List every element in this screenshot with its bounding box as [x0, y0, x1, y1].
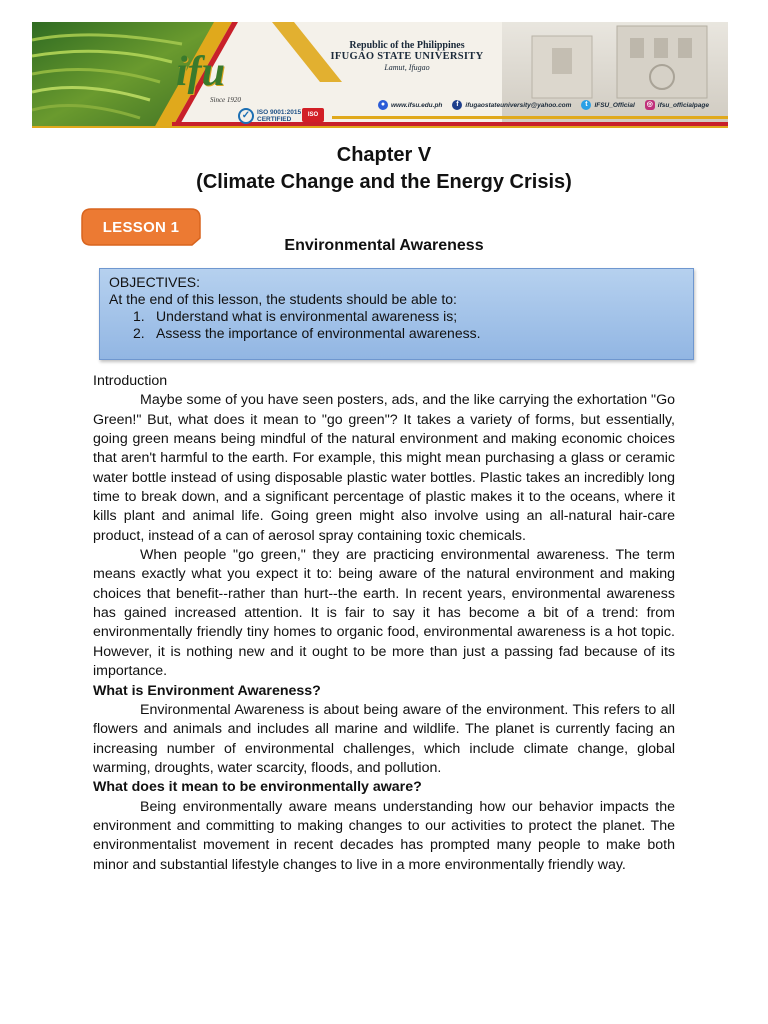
anniversary-logo: ifu — [176, 49, 226, 95]
check-icon: ✓ — [238, 108, 254, 124]
republic-label: Republic of the Philippines — [349, 40, 465, 51]
paragraph: Environmental Awareness is about being aware of the environment. This refers to all flowers and animals and includes all marine and wildlife. The planet is currently facing an increasing number of environmental challenges, which include climate change, global warming, droughts, water scarcity, floods, and pollution. — [93, 701, 675, 776]
instagram-icon: ◎ — [646, 101, 653, 108]
twitter-icon: t — [581, 100, 591, 110]
paragraph: Being environmentally aware means understanding how our behavior impacts the environment and committing to making changes to our activities to protect the planet. The environmentalist movement in recent decades has prompted many people to make both minor and substantial lifestyle changes to live in a more environmentally friendly way. — [93, 798, 675, 873]
chapter-number: Chapter V — [336, 144, 432, 166]
contact-twitter[interactable]: t IFSU_Official — [581, 100, 634, 110]
contact-instagram[interactable]: ◎ ifsu_officialpage — [646, 101, 709, 109]
chapter-title: (Climate Change and the Energy Crisis) — [196, 171, 572, 193]
objectives-list — [109, 308, 481, 342]
objectives-box — [99, 268, 694, 360]
iso-standard: ISO 9001:2015 — [257, 109, 302, 116]
university-block — [314, 40, 500, 73]
objectives-heading: OBJECTIVES: — [109, 274, 201, 290]
lesson-title: Environmental Awareness — [284, 237, 484, 254]
university-name: IFUGAO STATE UNIVERSITY — [330, 51, 484, 62]
introduction-label: Introduction — [93, 373, 168, 389]
section-heading: What is Environment Awareness? — [93, 682, 321, 699]
lesson-body — [93, 372, 675, 875]
facebook-icon: f — [452, 100, 462, 110]
banner-artwork — [32, 22, 728, 128]
objectives-intro: At the end of this lesson, the students should be able to: — [109, 291, 457, 307]
contact-facebook[interactable]: f ifugaostateuniversity@yahoo.com — [452, 100, 571, 110]
lesson-label: LESSON 1 — [102, 218, 180, 236]
objective-item: 2. Assess the importance of environmental awareness. — [133, 325, 481, 341]
contact-row — [378, 100, 709, 110]
since-label: Since 1920 — [210, 96, 241, 104]
iso-certified: CERTIFIED — [257, 116, 292, 123]
paragraph: Maybe some of you have seen posters, ads, and the like carrying the exhortation "Go Green!" But, what does it mean to "go green"? It takes a variety of forms, but essentially, going green means being mindful of the natural environment and making economic choices that aren't harmful to the earth. For example, this might mean purchasing a glass or ceramic water bottle instead of using disposable plastic water bottles. Plastic takes an incredibly long time to break down, and a significant percentage of plastic makes it to the oceans, where it kills plant and animal life. Going green might also involve using an all-natural hair-care product, instead of a can of aerosol spray containing toxic chemicals. — [93, 392, 676, 544]
objective-item: 1. Understand what is environmental awareness is; — [133, 308, 458, 324]
iso-logo: ISO — [302, 108, 324, 122]
section-heading: What does it mean to be environmentally aware? — [93, 779, 422, 796]
paragraph: When people "go green," they are practicing environmental awareness. The term means exactly what you expect it to: being aware of the natural environment and making choices that benefit--rather than hurt--the earth. In recent years, environmental awareness has gained increased attention. It is fair to say it has become a bit of a trend: from environmentally friendly tiny homes to organic food, environmental awareness is a hot topic. However, it is nothing new and it ought to be more than just a passing fad because of its importance. — [93, 547, 675, 680]
contact-website[interactable]: ● www.ifsu.edu.ph — [378, 100, 442, 110]
university-location: Lamut, Ifugao — [384, 63, 430, 72]
globe-icon: ● — [378, 100, 388, 110]
header-banner — [32, 22, 728, 128]
